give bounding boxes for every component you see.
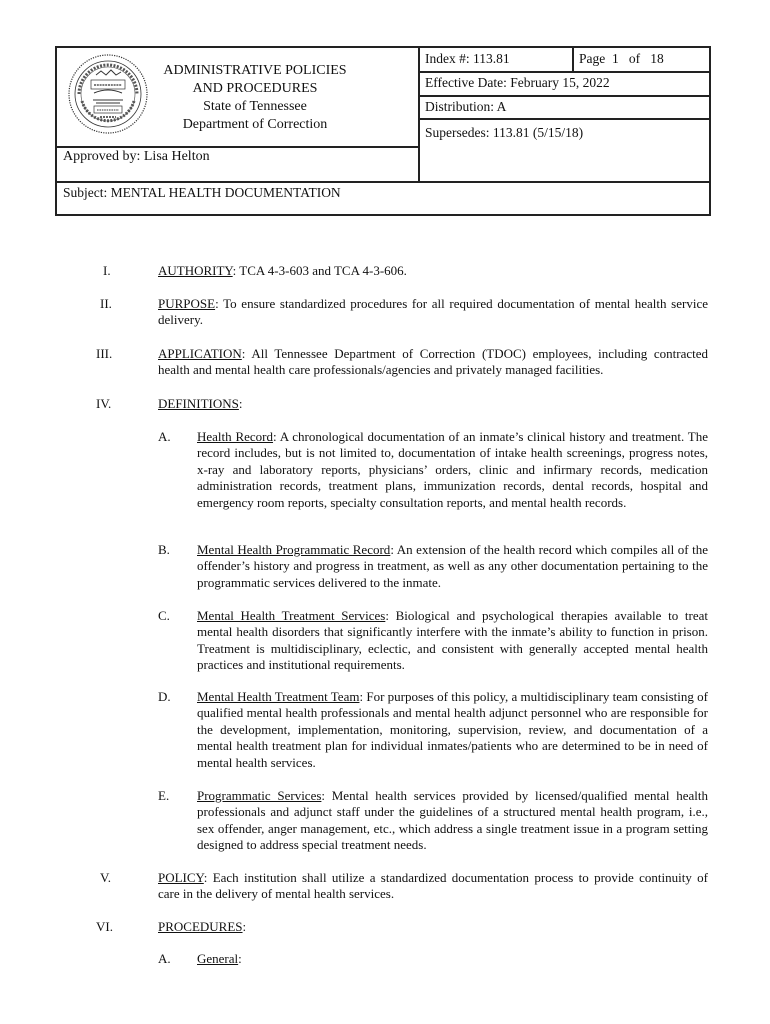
section-numeral: III. (96, 346, 113, 361)
definition-term: Mental Health Treatment Services (197, 608, 386, 623)
definition-text: : For purposes of this policy, a multidisciplinary team consisting of qualified mental health professionals and mental health adjunct personnel who are responsible for the development, implementation, monitoring, supervision, review, and documentation of a mental health treatment plan for individual inmates/patients who are determined to be in need of mental health services. (197, 689, 708, 770)
supersedes: Supersedes: 113.81 (5/15/18) (425, 125, 584, 140)
page-label: Page (579, 51, 606, 66)
distribution: Distribution: A (425, 99, 507, 114)
section-text: : To ensure standardized procedures for all required documentation of mental health service delivery. (158, 296, 708, 328)
page-total: 18 (650, 51, 664, 66)
definition-term: Programmatic Services (197, 788, 322, 803)
procedure-text: : (238, 951, 242, 966)
definition-programmatic-services (197, 788, 708, 854)
definition-health-record (197, 429, 708, 511)
approved-by: Approved by: Lisa Helton (63, 149, 210, 164)
definition-letter: C. (158, 608, 170, 623)
section-text: : TCA 4-3-603 and TCA 4-3-606. (232, 263, 407, 278)
definition-term: Health Record (197, 429, 274, 444)
section-numeral: VI. (96, 919, 113, 934)
index-number: Index #: 113.81 (425, 51, 510, 66)
definition-programmatic-record (197, 542, 708, 591)
definition-letter: B. (158, 542, 170, 557)
procedure-letter: A. (158, 951, 171, 966)
definition-text: : Biological and psychological therapies available to treat mental health disorders that significantly interfere with the inmate’s ability to function in prison. Treatment is multidisciplinary, eclectic, and consistent with generally accepted mental health practices and institutional requirements. (197, 608, 708, 673)
subject-line: Subject: MENTAL HEALTH DOCUMENTATION (63, 185, 341, 200)
section-text: : (238, 396, 243, 411)
definition-letter: A. (158, 429, 171, 444)
section-numeral: I. (103, 263, 111, 278)
section-heading: POLICY (158, 870, 204, 885)
page-number: 1 (612, 51, 619, 66)
section-definitions (158, 396, 708, 412)
definition-term: Mental Health Programmatic Record (197, 542, 391, 557)
procedure-heading: General (197, 951, 239, 966)
definition-text: : A chronological documentation of an inmate’s clinical history and treatment. The record includes, but is not limited to, documentation of intake health screenings, progress notes, x-ray and laboratory reports, physicians’ orders, clinic and infirmary records, medication administration records, treatment plans, immunization records, dental records, hospital and emergency room reports, specialty consultation reports, and mental health records. (197, 429, 708, 510)
section-policy (158, 870, 708, 903)
definition-letter: E. (158, 788, 170, 803)
procedure-general (197, 951, 708, 967)
section-application (158, 346, 708, 379)
section-text: : Each institution shall utilize a standardized documentation process to provide continuity of care in the delivery of mental health services. (158, 870, 708, 902)
section-text: : (242, 919, 247, 934)
agency-line: ADMINISTRATIVE POLICIES (163, 63, 347, 78)
definition-text: : An extension of the health record which compiles all of the offender’s history and progress in treatment, as well as any other documentation pertaining to the programmatic services delivered to the inmate. (197, 542, 709, 590)
section-numeral: II. (100, 296, 112, 311)
section-heading: DEFINITIONS (158, 396, 239, 411)
agency-line: State of Tennessee (203, 99, 307, 114)
section-procedures (158, 919, 708, 935)
definition-term: Mental Health Treatment Team (197, 689, 360, 704)
page-of: of (628, 51, 641, 66)
agency-line: Department of Correction (182, 117, 328, 132)
agency-line: AND PROCEDURES (192, 81, 318, 96)
definition-treatment-team (197, 689, 708, 771)
section-purpose (158, 296, 708, 329)
section-numeral: IV. (96, 396, 112, 411)
section-authority (158, 263, 708, 279)
effective-date: Effective Date: February 15, 2022 (425, 75, 610, 90)
section-numeral: V. (100, 870, 111, 885)
section-heading: APPLICATION (158, 346, 242, 361)
definition-treatment-services (197, 608, 708, 674)
section-heading: PROCEDURES (158, 919, 243, 934)
definition-letter: D. (158, 689, 171, 704)
section-heading: PURPOSE (158, 296, 216, 311)
definition-text: : Mental health services provided by licensed/qualified mental health professionals and adjunct staff under the guidelines of a structured mental health program, i.e., sex offender, anger management, etc., which address a single treatment issue in a program setting designed to address special treatment needs. (197, 788, 708, 853)
section-heading: AUTHORITY (158, 263, 233, 278)
section-text: : All Tennessee Department of Correction (TDOC) employees, including contracted health and mental health care professionals/agencies and privately managed facilities. (158, 346, 708, 378)
